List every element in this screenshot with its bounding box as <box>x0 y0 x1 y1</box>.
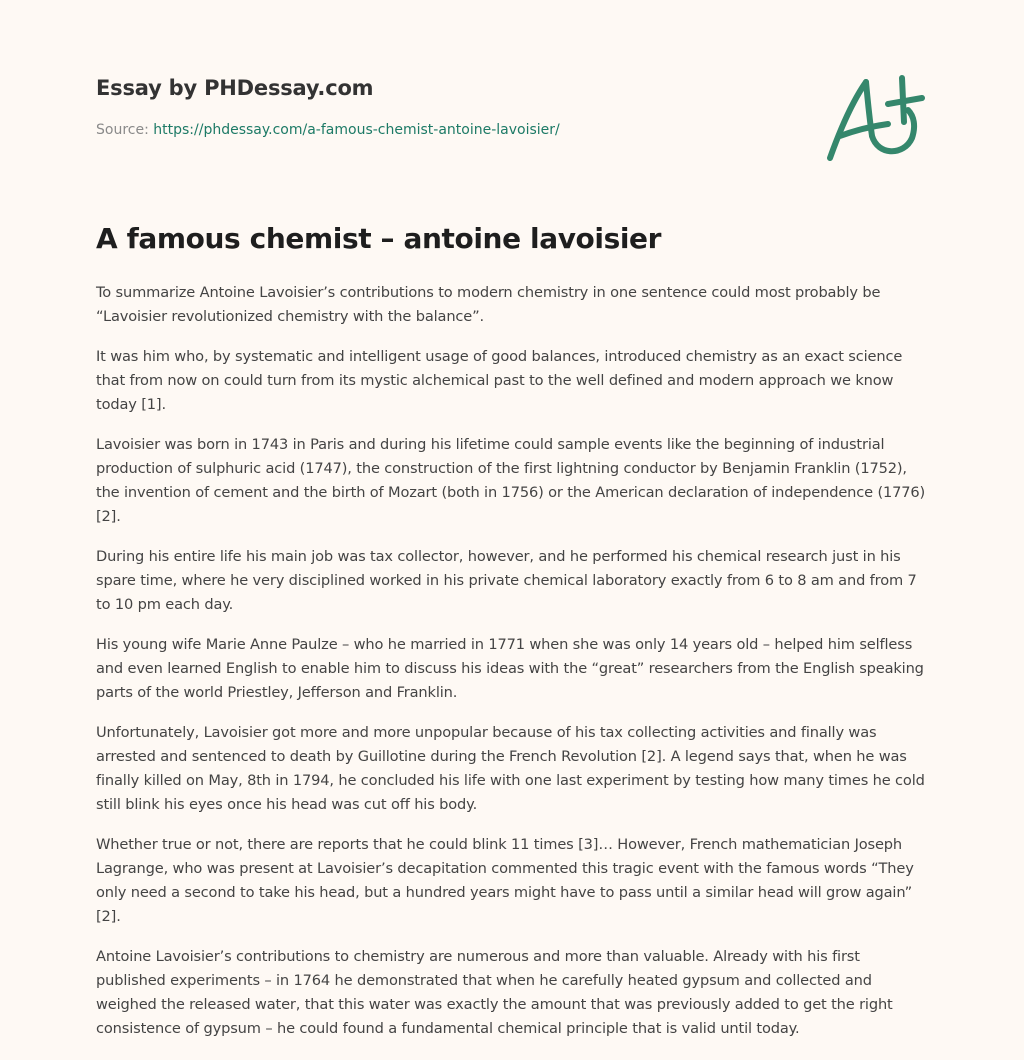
site-title: Essay by PHDessay.com <box>96 76 374 100</box>
essay-article <box>96 222 930 1057</box>
essay-header <box>96 76 796 138</box>
article-paragraph: Lavoisier was born in 1743 in Paris and during his lifetime could sample events like the beginning of industrial production of sulphuric acid (1747), the construction of the first lightning conductor by Benjamin Franklin (1752), the invention of cement and the birth of Mozart (both in 1756) or the American declaration of independence (1776) [2]. <box>96 436 926 525</box>
source-label: Source: <box>96 122 149 138</box>
article-paragraph: His young wife Marie Anne Paulze – who he married in 1771 when she was only 14 years old – helped him selfless and even learned English to enable him to discuss his ideas with the “great” researchers from the English speaking parts of the world Priestley, Jefferson and Franklin. <box>96 636 924 701</box>
a-plus-grade-icon <box>818 64 930 168</box>
article-paragraph: Whether true or not, there are reports that he could blink 11 times [3]… However, French mathematician Joseph Lagrange, who was present at Lavoisier’s decapitation commented this tragic event with the famous words “They only need a second to take his head, but a hundred years might have to pass until a similar head will grow again” [2]. <box>96 836 914 925</box>
article-paragraph: During his entire life his main job was tax collector, however, and he performed his chemical research just in his spare time, where he very disciplined worked in his private chemical laboratory exactly from 6 to 8 am and from 7 to 10 pm each day. <box>96 548 917 613</box>
article-paragraph: It was him who, by systematic and intelligent usage of good balances, introduced chemistry as an exact science that from now on could turn from its mystic alchemical past to the well defined and modern approach we know today [1]. <box>96 348 903 413</box>
source-link[interactable]: https://phdessay.com/a-famous-chemist-antoine-lavoisier/ <box>153 122 560 138</box>
article-title: A famous chemist – antoine lavoisier <box>96 222 662 255</box>
article-paragraph: Unfortunately, Lavoisier got more and more unpopular because of his tax collecting activities and finally was arrested and sentenced to death by Guillotine during the French Revolution [2]. A legend says that, when he was finally killed on May, 8th in 1794, he concluded his life with one last experiment by testing how many times he cold still blink his eyes once his head was cut off his body. <box>96 724 925 813</box>
source-line <box>96 122 796 138</box>
article-paragraph: Antoine Lavoisier’s contributions to chemistry are numerous and more than valuable. Already with his first published experiments – in 1764 he demonstrated that when he carefully heated gypsum and collected and weighed the released water, that this water was exactly the amount that was previously added to get the right consistence of gypsum – he could found a fundamental chemical principle that is valid until today. <box>96 948 893 1037</box>
article-paragraph: To summarize Antoine Lavoisier’s contributions to modern chemistry in one sentence could most probably be “Lavoisier revolutionized chemistry with the balance”. <box>96 284 881 325</box>
